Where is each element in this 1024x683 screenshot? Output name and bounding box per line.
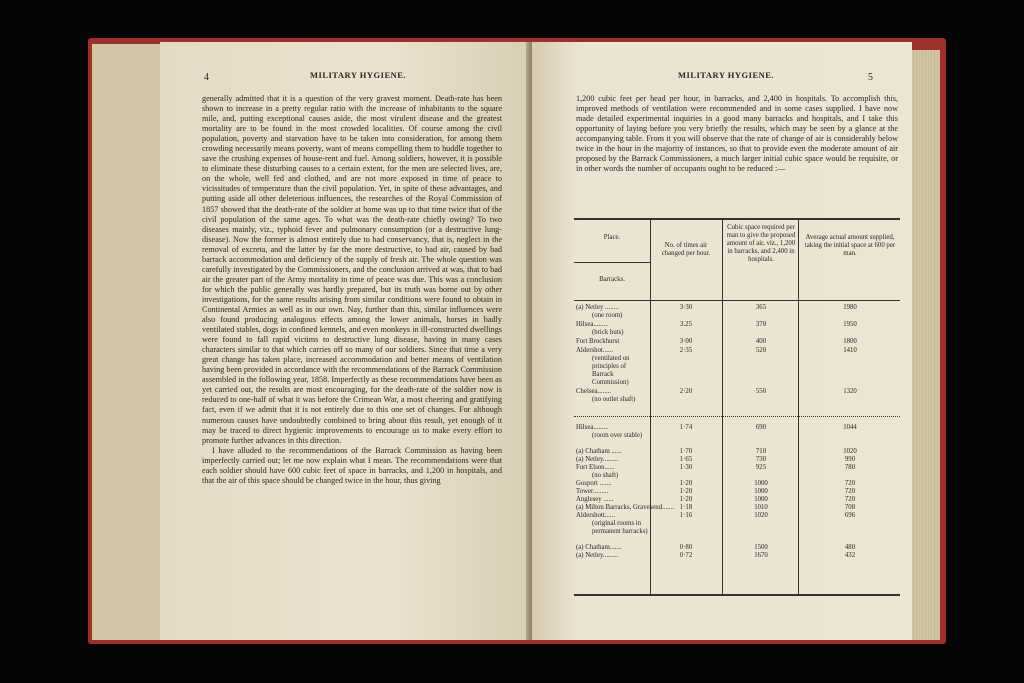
table-cell-cubic: 1500 — [754, 544, 768, 551]
table-cell-average: 696 — [844, 512, 856, 519]
header-cubic-space: Cubic space required per man to give the proposed amount of air, viz., 1,200 in barracks, and 2,400 in hospitals. — [726, 224, 796, 263]
table-cell-cubic: 710 — [755, 448, 767, 455]
table-cell-average: 720 — [844, 480, 856, 487]
table-row-place: Gosport ....... — [576, 480, 612, 487]
table-cell-changes: 1·70 — [679, 448, 693, 455]
left-page — [160, 42, 528, 640]
table-row-place: (a) Netley......... — [576, 456, 619, 463]
table-cell-changes: 1·30 — [679, 464, 693, 471]
column-divider-3 — [798, 218, 799, 596]
table-row-place: (a) Netley ........ — [576, 304, 619, 311]
table-row-note: (room over stable) — [592, 432, 643, 439]
place-subheader-rule — [574, 262, 650, 263]
table-row-place: Chelsea........ — [576, 388, 612, 395]
table-cell-cubic: 1670 — [754, 552, 768, 559]
table-cell-cubic: 690 — [755, 424, 767, 431]
table-cell-changes: 1·16 — [679, 512, 693, 519]
table-bottom-rule — [574, 594, 900, 596]
table-row-note: (brick huts) — [592, 329, 624, 336]
table-row-place: Fort Brockhurst — [576, 338, 620, 345]
table-cell-changes: 3·30 — [679, 304, 693, 311]
header-changes: No. of times air changed per hour. — [661, 242, 711, 257]
table-cell-average: 480 — [844, 544, 856, 551]
table-row-note: (original rooms in permanent barracks) — [592, 520, 648, 535]
right-page-number: 5 — [868, 72, 873, 83]
table-row-place: (a) Chatham ...... — [576, 448, 622, 455]
table-row-note: (no outlet shaft) — [592, 396, 636, 403]
header-average: Average actual amount supplied, taking the initial space at 600 per man. — [804, 234, 896, 257]
table-row-place: Fort Elson...... — [576, 464, 615, 471]
table-cell-cubic: 1000 — [754, 488, 768, 495]
ventilation-table — [574, 218, 900, 596]
table-cell-average: 1980 — [843, 304, 857, 311]
table-cell-cubic: 1010 — [754, 504, 768, 511]
table-cell-average: 1800 — [843, 338, 857, 345]
table-row-place: Tower......... — [576, 488, 609, 495]
left-page-body — [202, 94, 502, 486]
table-cell-average: 1044 — [843, 424, 857, 431]
table-cell-changes: 1·20 — [679, 480, 693, 487]
table-cell-changes: 1·65 — [679, 456, 693, 463]
left-paragraph-2: I have alluded to the recommendations of the Barrack Commission as having been imperfectly carried out; let me now explain what I mean. The recommendations were that each soldier should have 600 cubic feet of space in barracks, and 1,200 in hospitals, and that the air of this space should be changed twice in the hour, thus giving — [202, 445, 502, 485]
table-cell-average: 720 — [844, 496, 856, 503]
table-cell-average: 1020 — [843, 448, 857, 455]
table-cell-changes: 2·35 — [679, 347, 693, 354]
table-row-place: (a) Milton Barracks, Gravesend....... — [576, 504, 674, 511]
table-cell-changes: 1·74 — [679, 424, 693, 431]
table-cell-changes: 3·00 — [679, 338, 693, 345]
right-running-head: MILITARY HYGIENE. — [678, 70, 775, 80]
table-cell-average: 1320 — [843, 388, 857, 395]
table-cell-cubic: 365 — [755, 304, 767, 311]
table-cell-changes: 0·80 — [679, 544, 693, 551]
table-row-place: Hilsea......... — [576, 424, 609, 431]
table-cell-cubic: 550 — [755, 388, 767, 395]
table-cell-average: 1410 — [843, 347, 857, 354]
table-cell-changes: 0·72 — [679, 552, 693, 559]
right-page-intro: 1,200 cubic feet per head per hour, in barracks, and 2,400 in hospitals. To accomplish this, improved methods of ventilation were recommended and in some cases supplied. I have now made detailed experimental inquiries in a good many barracks and hospitals, and I take this opportunity of laying before you very briefly the results, which may be seen by a glance at the accompanying table. From it you will observe that the rate of change of air is considerably below twice in the hour in the majority of instances, so that to provide even the moderate amount of air proposed by the Barrack Commissioners, a much larger initial cubic space would be requisite, or in other words the number of occupants ought to be reduced :— — [576, 94, 898, 174]
left-running-head: MILITARY HYGIENE. — [310, 70, 407, 80]
table-cell-cubic: 370 — [755, 321, 767, 328]
table-cell-cubic: 1020 — [754, 512, 768, 519]
table-row-place: (a) Netley......... — [576, 552, 619, 559]
table-row-place: Hilsea......... — [576, 321, 609, 328]
table-cell-cubic: 1000 — [754, 480, 768, 487]
column-divider-1 — [650, 218, 651, 596]
page-block-left — [92, 44, 162, 640]
header-place: Place. — [603, 234, 621, 241]
left-paragraph-1: generally admitted that it is a question of the very gravest moment. Death-rate has been shown to increase in a pretty regular ratio with the increase of inhabitants to the square mile, and, putting exceptional causes aside, the most virulent disease and the greatest mortality are to be found in the most crowded localities. Of course among the civil population, poverty and starvation have to be taken into consideration, for among them crowding necessarily means poverty, want of means compelling them to huddle together to save the crushing expenses of house-rent and fuel. Among soldiers, however, it is possible to eliminate these disturbing causes to a certain extent, for the men are selected lives, are, on the whole, well fed and clothed, and are not more exposed in time of peace to vicissitudes of temperature than the civil population. Yet, in spite of these advantages, and putting aside all other deleterious influences, the researches of the Royal Commission of 1857 showed that the death-rate of the soldier at home was up to that time twice that of the civil population of the same ages. To what was the death-rate chiefly owing? To two diseases mainly, viz., typhoid fever and pulmonary consumption (or a destructive lung-disease). Now the former is almost entirely due to bad conservancy, that is, neglect in the removal of excreta, and the latter by far the more destructive, to bad air, caused by bad barrack accommodation and deficiency of the supply of fresh air. The whole question was carefully investigated by the Commissioners, and the conclusion arrived at was, that to bad air the greater part of the Army mortality in time of peace was due. This was a conclusion for which the public generally was hardly prepared, but its truth was borne out by other investigations, for the same results arising from similar conditions were found to obtain in Continental Armies as well as in our own. Nay, further than this, similar influences were also found producing analogous effects among the lower animals, horses in badly ventilated stables, dogs in confined kennels, and even monkeys in ill-constructed dwellings were found to fall rapid victims to destructive lung disease, having in many cases characters similar to that which carries off so many of our soldiers. Since that time a very great change has taken place, increased accommodation and better means of ventilation having been provided in accordance with the recommendations of the Barrack Commission assembled in the following year, 1858. Imperfectly as these recommendations have been as yet carried out, the results are most encouraging, for the death-rate of the soldier now is reduced to one-half of what it was before the Crimean War, a most cheering and gratifying fact, even if we admit that it is not entirely due to this one set of changes. For although numerous causes have undoubtedly combined to bring about this result, yet enough of it may be traced to direct hygienic improvements to encourage us to make every effort to promote further advances in this direction. — [202, 94, 502, 445]
table-row-place: Aldershott...... — [576, 512, 615, 519]
table-row-place: (a) Chatham....... — [576, 544, 622, 551]
table-cell-average: 720 — [844, 488, 856, 495]
table-cell-cubic: 1000 — [754, 496, 768, 503]
table-row-place: Anglesey ...... — [576, 496, 614, 503]
left-page-number: 4 — [204, 72, 209, 83]
right-page — [532, 42, 912, 640]
table-cell-changes: 1·20 — [679, 496, 693, 503]
table-cell-cubic: 730 — [755, 456, 767, 463]
table-row-note: (no shaft) — [592, 472, 619, 479]
table-cell-changes: 1·18 — [679, 504, 693, 511]
table-cell-average: 432 — [844, 552, 856, 559]
table-cell-average: 780 — [844, 464, 856, 471]
table-row-place: Aldershot...... — [576, 347, 614, 354]
page-block-right — [912, 50, 940, 640]
table-header-rule — [574, 300, 900, 301]
table-row-note: (one room) — [592, 312, 623, 319]
table-top-rule — [574, 218, 900, 220]
table-cell-average: 990 — [844, 456, 856, 463]
table-cell-changes: 1·20 — [679, 488, 693, 495]
table-cell-changes: 2·20 — [679, 388, 693, 395]
table-row-note: (ventilated on principles of Barrack Commission) — [592, 355, 630, 386]
table-cell-cubic: 520 — [755, 347, 767, 354]
table-cell-average: 1950 — [843, 321, 857, 328]
column-divider-2 — [722, 218, 723, 596]
table-cell-changes: 3.25 — [680, 321, 692, 328]
table-cell-cubic: 400 — [755, 338, 767, 345]
header-barracks: Barracks. — [599, 276, 625, 283]
group-separator — [574, 416, 900, 417]
table-cell-average: 708 — [844, 504, 856, 511]
table-cell-cubic: 925 — [755, 464, 767, 471]
